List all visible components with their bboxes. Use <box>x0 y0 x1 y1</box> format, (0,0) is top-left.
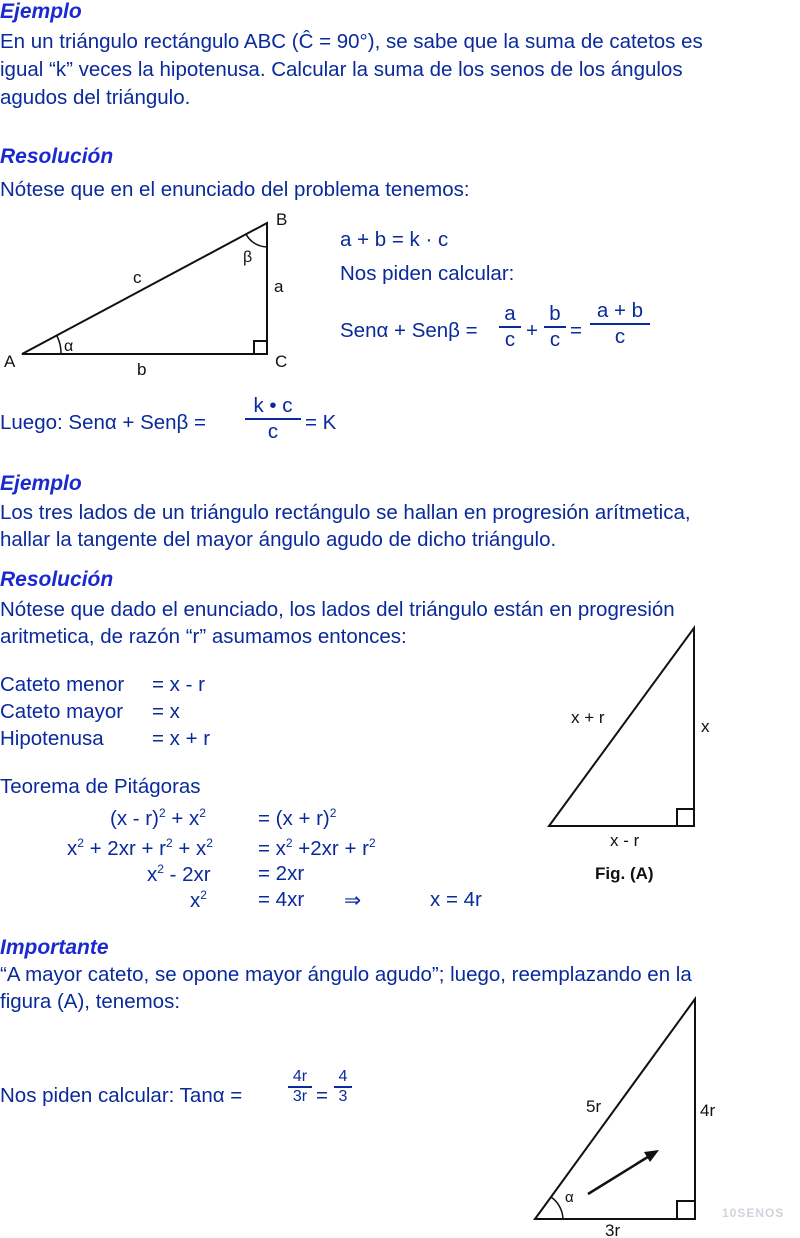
example-1-header: Ejemplo <box>0 0 82 23</box>
fraction-denominator: c <box>614 325 626 348</box>
fraction-kc-over-c <box>245 394 301 444</box>
row-label: Cateto menor <box>0 673 125 696</box>
vertex-a-label: A <box>4 352 16 371</box>
resolution-1-intro: Nótese que en el enunciado del problema tenemos: <box>0 178 470 201</box>
vertex-c-label: C <box>275 352 288 371</box>
side-a-label: a <box>274 277 284 296</box>
base-label: x - r <box>610 831 640 850</box>
hyp-label: 5r <box>586 1097 602 1116</box>
fraction-b-over-c <box>544 302 566 352</box>
important-line-2: figura (A), tenemos: <box>0 990 181 1013</box>
result-x: x = 4r <box>430 888 482 911</box>
example-2-line-1: Los tres lados de un triángulo rectángulo se hallan en progresión arítmetica, <box>0 501 691 524</box>
example-2-line-2: hallar la tangente del mayor ángulo agudo de dicho triángulo. <box>0 528 557 551</box>
equation-sum-legs: a + b = k · c <box>340 228 449 251</box>
eq-2-rhs: = $x^2 +2xr + r^2$ <box>258 836 376 860</box>
equals-sign: = <box>316 1084 328 1107</box>
row-label: Cateto mayor <box>0 700 124 723</box>
watermark-logo: 10SENOS <box>722 1206 785 1220</box>
beta-arc <box>246 234 267 247</box>
figure-2 <box>520 990 750 1238</box>
figure-caption: Fig. (A) <box>595 864 654 883</box>
resolution-2-line-2: aritmetica, de razón “r” asumamos entonces: <box>0 625 407 648</box>
luego-lhs: Luego: Senα + Senβ = <box>0 411 207 434</box>
fraction-denominator: 3 <box>338 1087 348 1105</box>
alpha-label: α <box>565 1189 574 1206</box>
eq-4-lhs: $x^2$ <box>190 888 207 912</box>
right-angle-mark <box>677 809 694 826</box>
fraction-4r-over-3r <box>288 1068 312 1106</box>
fraction-denominator: c <box>549 328 561 351</box>
eq-1-lhs: $(x - r)^2 + x^2$ <box>110 806 206 830</box>
figure-a <box>540 620 740 890</box>
triangle-abc-shape <box>22 223 267 354</box>
hyp-label: x + r <box>571 708 605 727</box>
right-angle-mark <box>677 1201 695 1219</box>
beta-label: β <box>243 249 253 266</box>
example-1-line-2: igual “k” veces la hipotenusa. Calcular la suma de los senos de los ángulos <box>0 58 683 81</box>
leg-label: 4r <box>700 1101 716 1120</box>
figure-a-triangle <box>549 628 694 826</box>
fraction-numerator: k • c <box>253 394 293 417</box>
fraction-a-over-c <box>499 302 521 352</box>
sen-sum-lhs: Senα + Senβ = <box>340 319 478 342</box>
example-1-line-3: agudos del triángulo. <box>0 86 191 109</box>
figure-2-triangle <box>535 999 695 1219</box>
vertex-b-label: B <box>276 210 288 229</box>
row-label: Hipotenusa <box>0 727 104 750</box>
plus-sign: + <box>526 319 538 342</box>
luego-rhs: = K <box>305 411 337 434</box>
example-2-header: Ejemplo <box>0 472 82 495</box>
implies-icon: ⇒ <box>344 889 362 912</box>
alpha-arc <box>57 336 61 354</box>
important-line-1: “A mayor cateto, se opone mayor ángulo agudo”; luego, reemplazando en la <box>0 963 692 986</box>
important-header: Importante <box>0 936 109 959</box>
arrow-head-icon <box>644 1150 659 1162</box>
side-c-label: c <box>133 268 142 287</box>
tan-ask: Nos piden calcular: Tanα = <box>0 1084 243 1107</box>
eq-3-lhs: $x^2 - 2xr$ <box>147 862 211 886</box>
row-value: = x <box>152 700 180 723</box>
fraction-denominator: 3r <box>292 1087 308 1105</box>
resolution-2-header: Resolución <box>0 568 114 591</box>
right-angle-mark <box>254 341 267 354</box>
fraction-numerator: b <box>549 302 561 325</box>
row-value: = x - r <box>152 673 205 696</box>
resolution-2-line-1: Nótese que dado el enunciado, los lados del triángulo están en progresión <box>0 598 675 621</box>
fraction-denominator: c <box>267 420 279 443</box>
row-value: = x + r <box>152 727 211 750</box>
ask-text-1: Nos piden calcular: <box>340 262 515 285</box>
fraction-numerator: a <box>504 302 516 325</box>
fraction-4-over-3 <box>334 1068 352 1106</box>
eq-3-rhs: = 2xr <box>258 862 305 885</box>
eq-2-lhs: $x^2 + 2xr + r^2 + x^2$ <box>67 836 213 860</box>
example-1-line-1: En un triángulo rectángulo ABC (Ĉ = 90°), se sabe que la suma de catetos es <box>0 30 703 53</box>
equals-sign: = <box>570 319 582 342</box>
triangle-abc-figure <box>0 205 320 385</box>
fraction-denominator: c <box>504 328 516 351</box>
fraction-numerator: 4 <box>338 1068 348 1085</box>
resolution-1-header: Resolución <box>0 145 114 168</box>
fraction-numerator: 4r <box>292 1068 308 1085</box>
base-label: 3r <box>605 1221 621 1238</box>
eq-4-rhs: = 4xr <box>258 888 305 911</box>
alpha-label: α <box>64 338 74 355</box>
alpha-arc <box>551 1197 563 1219</box>
fraction-numerator: a + b <box>596 299 644 322</box>
pythagoras-heading: Teorema de Pitágoras <box>0 775 201 798</box>
side-b-label: b <box>137 360 147 379</box>
arrow-icon <box>588 1155 651 1194</box>
leg-label: x <box>701 717 710 736</box>
fraction-a-plus-b-over-c <box>590 299 650 349</box>
eq-1-rhs: = $(x + r)^2$ <box>258 806 337 830</box>
